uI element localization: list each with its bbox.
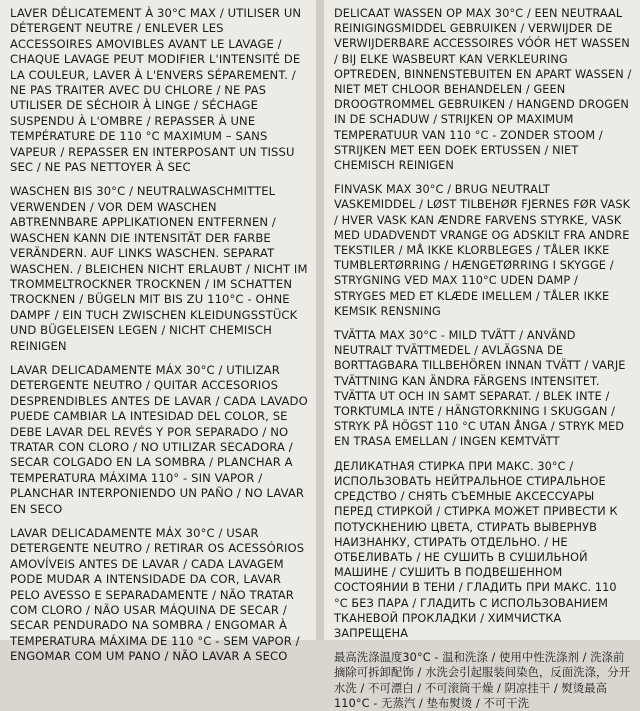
care-label-right [324,0,640,710]
care-text-dutch: DELICAAT WASSEN OP MAX 30°C / EEN NEUTRAAL REINIGINGSMIDDEL GEBRUIKEN / VERWIJDER DE VERWIJDERBARE ACCESSOIRES VÓÓR HET WASSEN / BIJ ELKE WASBEURT KAN VERKLEURING OPTREDEN, BINNENSTEBUITEN EN APART WASSEN / NIET MET CHLOOR BEHANDELEN / GEEN DROOGTROMMEL GEBRUIKEN / HANGEND DROGEN IN DE SCHADUW / STRIJKEN OP MAXIMUM TEMPERATUUR VAN 110 °C - ZONDER STOOM / STRIJKEN MET EEN DOEK ERTUSSEN / NIET CHEMISCH REINIGEN [334,7,636,173]
care-text-chinese: 最高洗涤温度30°C - 温和洗涤 / 使用中性洗涤剂 / 洗涤前摘除可拆卸配饰 / 水洗会引起服装间染色，反面洗涤，分开水洗 / 不可漂白 / 不可滚筒干燥 / 阴凉挂干 / 熨烫最高110°C - 无蒸汽 / 垫布熨烫 / 不可干洗 [334,651,631,710]
care-label-left [0,0,316,664]
label-divider [316,0,324,640]
care-text-spanish: LAVAR DELICADAMENTE MÁX 30°C / UTILIZAR DETERGENTE NEUTRO / QUITAR ACCESORIOS DESPRENDIBLES ANTES DE LAVAR / CADA LAVADO PUEDE CAMBIAR LA INTESIDAD DEL COLOR, SE DEBE LAVAR DEL REVÉS Y POR SEPARADO / NO TRATAR CON CLORO / NO UTILIZAR SECADORA / SECAR COLGADO EN LA SOMBRA / PLANCHAR A TEMPERATURA MÁXIMA 110° - SIN VAPOR / PLANCHAR INTERPONIENDO UN PAÑO / NO LAVAR EN SECO [10,362,312,516]
care-text-german: WASCHEN BIS 30°C / NEUTRALWASCHMITTEL VERWENDEN / VOR DEM WASCHEN ABTRENNBARE APPLIKATIONEN ENTFERNEN / WASCHEN KANN DIE INTENSITÄT DER FARBE VERÄNDERN. AUF LINKS WASCHEN. SEPARAT WASCHEN. / BLEICHEN NICHT ERLAUBT / NICHT IM TROMMELTROCKNER TROCKNEN / IM SCHATTEN TROCKNEN / BÜGELN MIT BIS ZU 110°C - OHNE DAMPF / EIN TUCH ZWISCHEN KLEIDUNGSSTÜCK UND BÜGELEISEN LEGEN / NICHT CHEMISCH REINIGEN [10,184,312,353]
care-text-swedish: TVÄTTA MAX 30°C - MILD TVÄTT / ANVÄND NEUTRALT TVÄTTMEDEL / AVLÄGSNA DE BORTTAGBARA TILLBEHÖREN INNAN TVÄTT / VARJE TVÄTTNING KAN ÄNDRA FÄRGENS INTENSITET. TVÄTTA UT OCH IN SAMT SEPARAT. / BLEK INTE / TORKTUMLA INTE / HÄNGTORKNING I SKUGGAN / STRYK PÅ HÖGST 110 °C UTAN ÅNGA / STRYK MED EN TRASA EMELLAN / INGEN KEMTVÄTT [334,329,630,449]
care-text-french: LAVER DÉLICATEMENT À 30°C MAX / UTILISER UN DÉTERGENT NEUTRE / ENLEVER LES ACCESSOIRES AMOVIBLES AVANT LE LAVAGE / CHAQUE LAVAGE PEUT MODIFIER L'INTENSITÉ DE LA COULEUR, LAVER À L'ENVERS SÉPAREMENT. / NE PAS TRAITER AVEC DU CHLORE / NE PAS UTILISER DE SÉCHOIR À LINGE / SÉCHAGE SUSPENDU À L'OMBRE / REPASSER À UNE TEMPÉRATURE DE 110 °C MAXIMUM – SANS VAPEUR / REPASSER EN INTERPOSANT UN TISSU SEC / NE PAS NETTOYER À SEC [10,6,305,175]
care-text-russian: ДЕЛИКАТНАЯ СТИРКА ПРИ МАКС. 30°C / ИСПОЛЬЗОВАТЬ НЕЙТРАЛЬНОЕ СТИРАЛЬНОЕ СРЕДСТВО / СНЯТЬ СЪЕМНЫЕ АКСЕССУАРЫ ПЕРЕД СТИРКОЙ / СТИРКА МОЖЕТ ПРИВЕСТИ К ПОТУСКНЕНИЮ ЦВЕТА, СТИРАТЬ ВЫВЕРНУВ НАИЗНАНКУ, СТИРАТЬ ОТДЕЛЬНО. / НЕ ОТБЕЛИВАТЬ / НЕ СУШИТЬ В СУШИЛЬНОЙ МАШИНЕ / СУШИТЬ В ПОДВЕШЕННОМ СОСТОЯНИИ В ТЕНИ / ГЛАДИТЬ ПРИ МАКС. 110 °C БЕЗ ПАРА / ГЛАДИТЬ С ИСПОЛЬЗОВАНИЕМ ТКАНЕВОЙ ПРОКЛАДКИ / ХИМЧИСТКА ЗАПРЕЩЕНА [334,459,622,640]
care-text-danish: FINVASK MAX 30°C / BRUG NEUTRALT VASKEMIDDEL / LØST TILBEHØR FJERNES FØR VASK / HVER VASK KAN ÆNDRE FARVENS STYRKE, VASK MED UDADVENDT VRANGE OG ADSKILT FRA ANDRE TEKSTILER / MÅ IKKE KLORBLEGES / TÅLER IKKE TUMBLERTØRRING / HÆNGETØRRING I SKYGGE / STRYGNING VED MAX 110°C UDEN DAMP / STRYGES MED ET KLÆDE IMELLEM / TÅLER IKKE KEMSIK RENSNING [334,183,634,318]
care-text-portuguese: LAVAR DELICADAMENTE MÁX 30°C / USAR DETERGENTE NEUTRO / RETIRAR OS ACESSÓRIOS AMOVÍVEIS ANTES DE LAVAR / CADA LAVAGEM PODE MUDAR A INTENSIDADE DA COR, LAVAR PELO AVESSO E SEPARADAMENTE / NÃO TRATAR COM CLORO / NÃO USAR MÁQUINA DE SECAR / SECAR PENDURADO NA SOMBRA / ENGOMAR À TEMPERATURA MÁXIMA DE 110 °C - SEM VAPOR / ENGOMAR COM UM PANO / NÃO LAVAR A SECO [10,526,308,664]
